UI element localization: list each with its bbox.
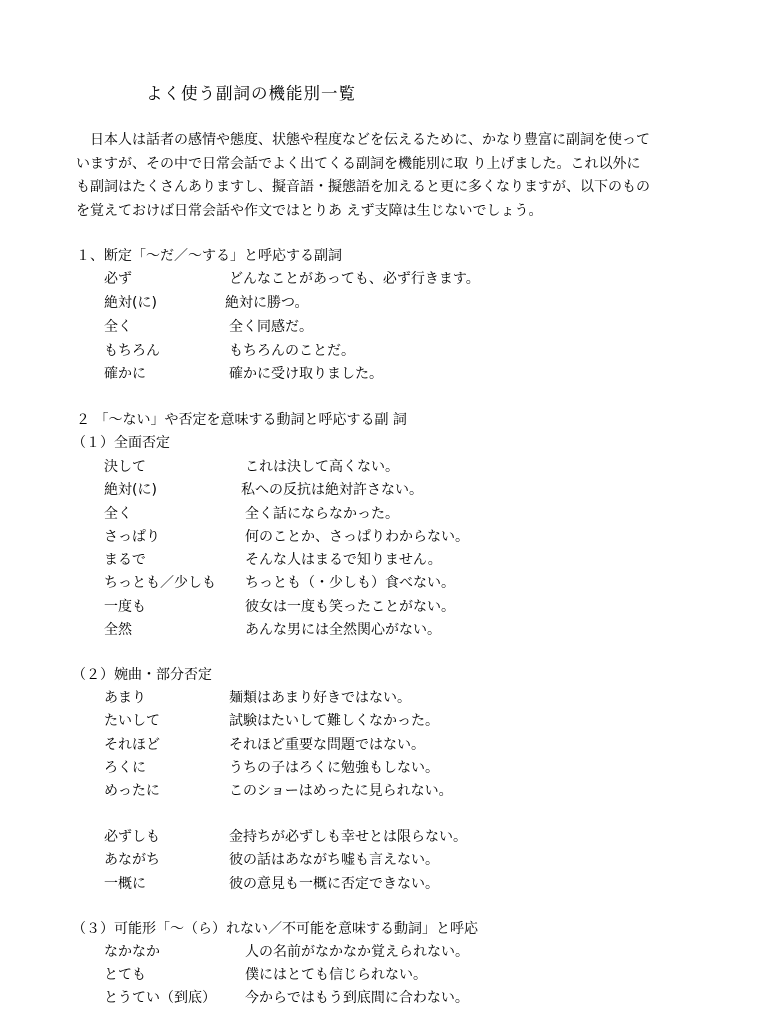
example-sentence: それほど重要な問題ではない。 <box>229 737 425 753</box>
adverb-term: 全く <box>104 506 132 522</box>
section-2-heading: ２ 「〜ない」や否定を意味する動詞と呼応する副 詞 <box>76 412 407 428</box>
adverb-term: 必ず <box>104 271 132 287</box>
adverb-term: あまり <box>104 690 146 706</box>
example-sentence: 全く同感だ。 <box>229 319 313 335</box>
example-sentence: このショーはめったに見られない。 <box>229 783 453 799</box>
example-sentence: これは決して高くない。 <box>245 459 399 475</box>
adverb-term: 全く <box>104 319 132 335</box>
adverb-term: 一概に <box>104 876 146 892</box>
adverb-term: めったに <box>104 783 160 799</box>
adverb-term: まるで <box>104 552 146 568</box>
adverb-term: 一度も <box>104 599 146 615</box>
adverb-term: 必ずしも <box>104 829 160 845</box>
example-sentence: 全く話にならなかった。 <box>245 506 399 522</box>
adverb-term: 全然 <box>104 622 132 638</box>
example-sentence: 絶対に勝つ。 <box>225 295 309 311</box>
example-sentence: 僕にはとても信じられない。 <box>245 967 427 983</box>
example-sentence: 何のことか、さっぱりわからない。 <box>245 529 469 545</box>
adverb-term: 決して <box>104 459 146 475</box>
adverb-term: とうてい（到底） <box>104 990 216 1006</box>
example-sentence: 麺類はあまり好きではない。 <box>229 690 411 706</box>
adverb-term: ろくに <box>104 760 146 776</box>
example-sentence: 彼の意見も一概に否定できない。 <box>229 876 439 892</box>
example-sentence: ちっとも（・少しも）食べない。 <box>245 575 455 591</box>
adverb-term: あながち <box>104 852 160 868</box>
example-sentence: 私への反抗は絶対許さない。 <box>241 482 423 498</box>
example-sentence: あんな男には全然関心がない。 <box>245 622 441 638</box>
intro-line: 日本人は話者の感情や態度、状態や程度などを伝えるために、かなり豊富に副詞を使って <box>90 132 650 148</box>
subsection-3-heading: （３）可能形「〜（ら）れない／不可能を意味する動詞」と呼応 <box>72 921 478 937</box>
example-sentence: 確かに受け取りました。 <box>229 366 383 382</box>
subsection-1-heading: （１）全面否定 <box>72 435 170 451</box>
example-sentence: 今からではもう到底間に合わない。 <box>245 990 469 1006</box>
example-sentence: もちろんのことだ。 <box>229 343 355 359</box>
intro-line: を覚えておけば日常会話や作文ではとりあ えず支障は生じないでしょう。 <box>76 202 543 219</box>
adverb-term: それほど <box>104 737 160 753</box>
intro-line: いますが、その中で日常会話でよく出てくる副詞を機能別に取 り上げました。これ以外に <box>76 155 641 172</box>
example-sentence: 試験はたいして難しくなかった。 <box>229 713 439 729</box>
example-sentence: 人の名前がなかなか覚えられない。 <box>245 944 469 960</box>
subsection-2-heading: （２）婉曲・部分否定 <box>72 667 212 683</box>
example-sentence: 彼の話はあながち嘘も言えない。 <box>229 852 439 868</box>
example-sentence: そんな人はまるで知りません。 <box>245 552 442 568</box>
adverb-term: もちろん <box>104 343 160 359</box>
example-sentence: 彼女は一度も笑ったことがない。 <box>245 599 455 615</box>
adverb-term: 絶対(に) <box>104 482 157 498</box>
example-sentence: うちの子はろくに勉強もしない。 <box>229 760 439 776</box>
example-sentence: 金持ちが必ずしも幸せとは限らない。 <box>229 829 467 845</box>
adverb-term: たいして <box>104 713 160 729</box>
adverb-term: ちっとも／少しも <box>104 575 216 591</box>
adverb-term: なかなか <box>104 944 160 960</box>
intro-line: も副詞はたくさんありますし、擬音語・擬態語を加えると更に多くなりますが、以下のもの <box>76 179 650 195</box>
adverb-term: さっぱり <box>104 529 160 545</box>
example-sentence: どんなことがあっても、必ず行きます。 <box>229 271 480 287</box>
adverb-term: とても <box>104 967 146 983</box>
adverb-term: 確かに <box>104 366 146 382</box>
adverb-term: 絶対(に) <box>104 295 157 311</box>
section-1-heading: １、断定「〜だ／〜する」と呼応する副詞 <box>76 248 342 264</box>
intro-paragraph <box>76 129 716 223</box>
page-title: よく使う副詞の機能別一覧 <box>146 84 356 103</box>
